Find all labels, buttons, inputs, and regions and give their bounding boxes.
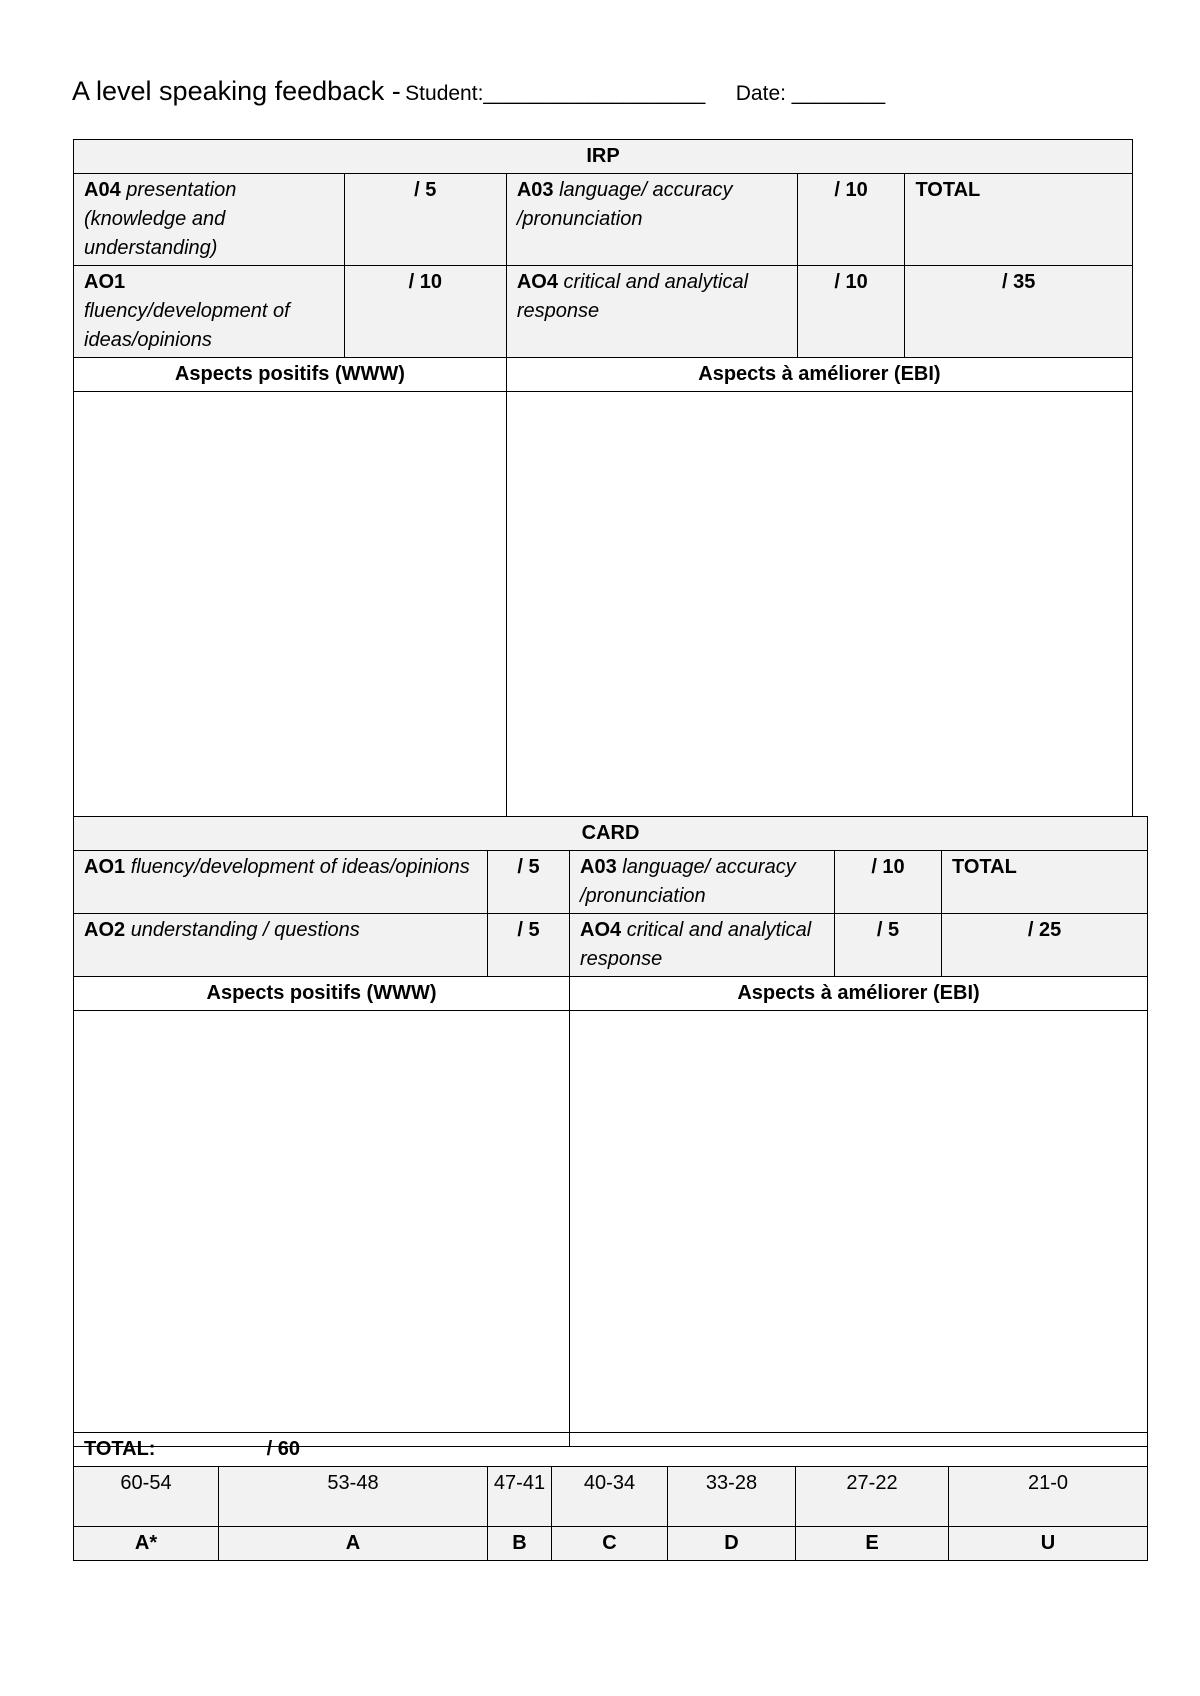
grade-letter: A*	[74, 1527, 219, 1561]
card-total-score[interactable]: / 25	[942, 914, 1148, 977]
grade-letter: A	[219, 1527, 488, 1561]
card-ao4-score[interactable]: / 5	[835, 914, 942, 977]
ao-desc: language/ accuracy /pronunciation	[580, 856, 796, 907]
irp-ao1-score[interactable]: / 10	[344, 266, 506, 358]
grade-range: 47-41	[488, 1467, 552, 1527]
card-ao03-score[interactable]: / 10	[835, 851, 942, 914]
grade-letter: D	[668, 1527, 796, 1561]
grade-range: 53-48	[219, 1467, 488, 1527]
grade-letter: U	[949, 1527, 1148, 1561]
ao-desc: fluency/development of ideas/opinions	[84, 300, 290, 351]
irp-ao1-cell	[74, 266, 345, 358]
grade-range: 33-28	[668, 1467, 796, 1527]
grade-range: 27-22	[796, 1467, 949, 1527]
irp-ao04-cell	[74, 174, 345, 266]
grade-range: 40-34	[552, 1467, 668, 1527]
grade-letter: E	[796, 1527, 949, 1561]
grade-range: 21-0	[949, 1467, 1148, 1527]
irp-ao4-score[interactable]: / 10	[797, 266, 905, 358]
overall-total-score[interactable]: / 60	[266, 1438, 300, 1460]
title-text: A level speaking feedback -	[72, 76, 401, 106]
grade-table	[73, 1432, 1148, 1561]
ao-desc: fluency/development of ideas/opinions	[130, 856, 470, 878]
card-table	[73, 816, 1148, 1447]
irp-total-label: TOTAL	[905, 174, 1133, 266]
irp-www-box[interactable]	[74, 392, 507, 828]
card-ao4-cell	[570, 914, 835, 977]
card-heading: CARD	[74, 817, 1148, 851]
card-ao2-cell	[74, 914, 488, 977]
card-ao2-score[interactable]: / 5	[488, 914, 570, 977]
ao-desc: critical and analytical response	[580, 919, 812, 970]
ao-code: AO4	[516, 271, 558, 293]
card-ebi-box[interactable]	[570, 1011, 1148, 1447]
grade-range: 60-54	[74, 1467, 219, 1527]
irp-ao03-score[interactable]: / 10	[797, 174, 905, 266]
ao-desc: understanding / questions	[130, 919, 360, 941]
grade-letter: C	[552, 1527, 668, 1561]
ao-code: A03	[580, 856, 617, 878]
ao-code: AO1	[84, 856, 126, 878]
page-title	[72, 76, 885, 107]
ao-code: AO1	[84, 271, 126, 293]
card-ao1-score[interactable]: / 5	[488, 851, 570, 914]
ao-desc: language/ accuracy /pronunciation	[516, 179, 733, 230]
ao-code: AO2	[84, 919, 126, 941]
irp-total-score[interactable]: / 35	[905, 266, 1133, 358]
irp-ebi-box[interactable]	[506, 392, 1132, 828]
card-ao03-cell	[570, 851, 835, 914]
card-www-box[interactable]	[74, 1011, 570, 1447]
irp-table	[73, 139, 1133, 828]
irp-ao04-score[interactable]: / 5	[344, 174, 506, 266]
card-ao1-cell	[74, 851, 488, 914]
irp-ao4-cell	[506, 266, 797, 358]
ao-desc: critical and analytical response	[516, 271, 749, 322]
card-ebi-heading: Aspects à améliorer (EBI)	[570, 977, 1148, 1011]
ao-code: A04	[84, 179, 121, 201]
irp-www-heading: Aspects positifs (WWW)	[74, 358, 507, 392]
overall-total-label: TOTAL:	[84, 1438, 156, 1460]
student-field[interactable]: Student:___________________	[405, 82, 706, 105]
card-www-heading: Aspects positifs (WWW)	[74, 977, 570, 1011]
irp-heading: IRP	[74, 140, 1133, 174]
date-field[interactable]: Date: ________	[735, 82, 886, 105]
grade-letter: B	[488, 1527, 552, 1561]
ao-code: A03	[516, 179, 554, 201]
ao-code: AO4	[580, 919, 622, 941]
card-total-label: TOTAL	[942, 851, 1148, 914]
overall-total-row	[74, 1433, 1148, 1467]
irp-ao03-cell	[506, 174, 797, 266]
ao-desc: presentation (knowledge and understanding)	[84, 179, 237, 259]
irp-ebi-heading: Aspects à améliorer (EBI)	[506, 358, 1132, 392]
